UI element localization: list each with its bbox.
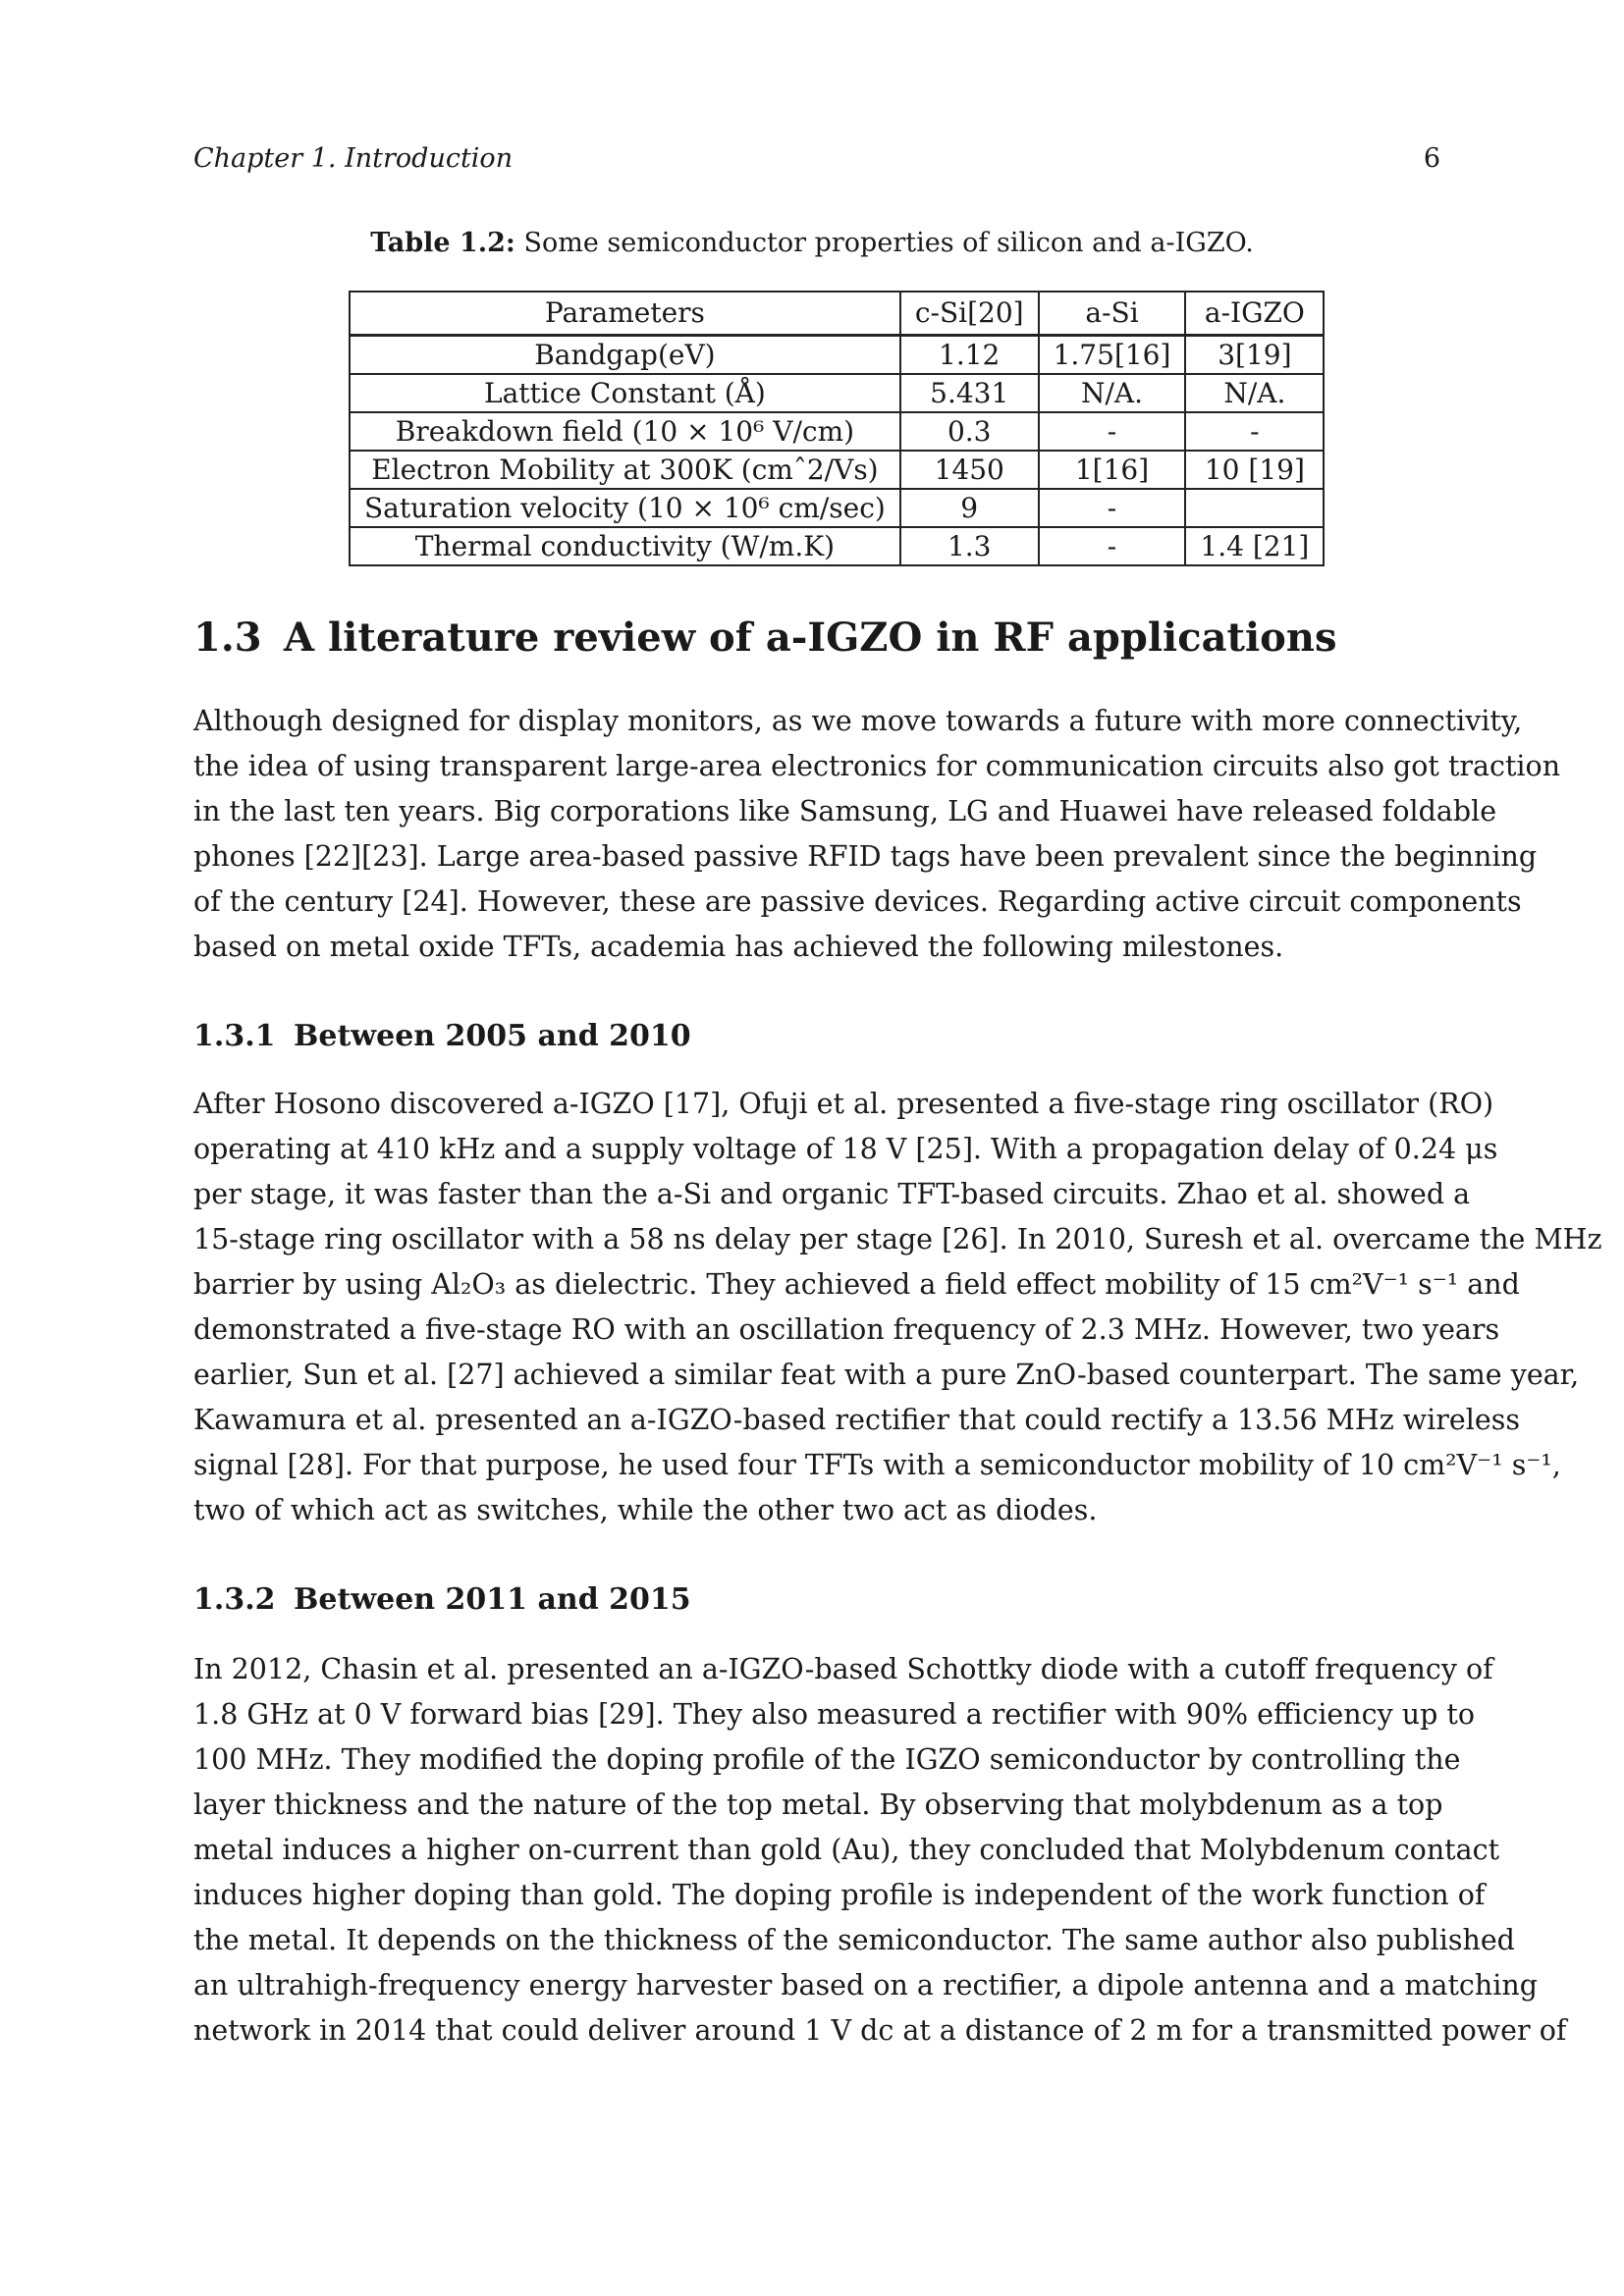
subsection-2-paragraph (193, 1647, 1567, 2054)
table-header-cell: Parameters (350, 292, 900, 336)
table-caption-label: Table 1.2: (370, 228, 515, 258)
table-cell: Breakdown field (10 × 10⁶ V/cm) (350, 412, 900, 451)
table-cell: 9 (900, 489, 1039, 527)
table-cell: - (1039, 489, 1186, 527)
text-line: signal [28]. For that purpose, he used four TFTs with a semiconductor mobility of 10 cm²V⁻¹ s⁻¹, (193, 1449, 1561, 1481)
subsection-title: Between 2005 and 2010 (294, 1019, 691, 1053)
table-cell: 1.4 [21] (1185, 527, 1324, 565)
section-heading (193, 614, 1336, 661)
subsection-title: Between 2011 and 2015 (294, 1582, 691, 1617)
table-caption-text: Some semiconductor properties of silicon and a-IGZO. (523, 228, 1254, 258)
text-line: two of which act as switches, while the other two act as diodes. (193, 1494, 1098, 1526)
table-cell: 1.12 (900, 336, 1039, 375)
subsection-number: 1.3.2 (193, 1582, 276, 1617)
table-cell: Electron Mobility at 300K (cmˆ2/Vs) (350, 451, 900, 489)
table-cell: Bandgap(eV) (350, 336, 900, 375)
table-cell (1185, 489, 1324, 527)
text-line: barrier by using Al₂O₃ as dielectric. They achieved a field effect mobility of 15 cm²V⁻¹ s⁻¹ and (193, 1268, 1520, 1301)
subsection-heading-1 (193, 1019, 691, 1053)
properties-table (349, 291, 1325, 566)
table-caption (0, 228, 1624, 258)
text-line: In 2012, Chasin et al. presented an a-IGZO-based Schottky diode with a cutoff frequency of (193, 1653, 1493, 1685)
text-line: the metal. It depends on the thickness of the semiconductor. The same author also published (193, 1924, 1515, 1956)
text-line: demonstrated a five-stage RO with an oscillation frequency of 2.3 MHz. However, two years (193, 1313, 1500, 1346)
table-cell: Saturation velocity (10 × 10⁶ cm/sec) (350, 489, 900, 527)
text-line: in the last ten years. Big corporations like Samsung, LG and Huawei have released foldable (193, 795, 1497, 828)
table-cell: 5.431 (900, 374, 1039, 412)
table-cell: Lattice Constant (Å) (350, 374, 900, 412)
text-line: operating at 410 kHz and a supply voltage of 18 V [25]. With a propagation delay of 0.24 μs (193, 1133, 1498, 1165)
table-cell: - (1185, 412, 1324, 451)
text-line: layer thickness and the nature of the top metal. By observing that molybdenum as a top (193, 1789, 1443, 1821)
table-cell: 1450 (900, 451, 1039, 489)
text-line: 15-stage ring oscillator with a 58 ns delay per stage [26]. In 2010, Suresh et al. overcame the MHz (193, 1223, 1602, 1255)
chapter-title: Chapter 1. Introduction (193, 143, 514, 174)
text-line: the idea of using transparent large-area electronics for communication circuits also got traction (193, 750, 1561, 782)
table-cell: Thermal conductivity (W/m.K) (350, 527, 900, 565)
text-line: based on metal oxide TFTs, academia has achieved the following milestones. (193, 931, 1284, 963)
table-header-cell: a-Si (1039, 292, 1186, 336)
text-line: network in 2014 that could deliver around 1 V dc at a distance of 2 m for a transmitted power of (193, 2014, 1567, 2047)
table-cell: 1[16] (1039, 451, 1186, 489)
text-line: 100 MHz. They modified the doping profile of the IGZO semiconductor by controlling the (193, 1743, 1461, 1776)
text-line: per stage, it was faster than the a-Si and organic TFT-based circuits. Zhao et al. showed a (193, 1178, 1471, 1210)
table-header-row (350, 292, 1324, 336)
text-line: induces higher doping than gold. The doping profile is independent of the work function of (193, 1879, 1486, 1911)
table-header-cell: a-IGZO (1185, 292, 1324, 336)
table-cell: 0.3 (900, 412, 1039, 451)
table-cell: 10 [19] (1185, 451, 1324, 489)
table-cell: N/A. (1185, 374, 1324, 412)
table-header-cell: c-Si[20] (900, 292, 1039, 336)
subsection-heading-2 (193, 1582, 691, 1617)
table-row (350, 412, 1324, 451)
text-line: Kawamura et al. presented an a-IGZO-based rectifier that could rectify a 13.56 MHz wireless (193, 1404, 1521, 1436)
table-row (350, 527, 1324, 565)
text-line: of the century [24]. However, these are passive devices. Regarding active circuit components (193, 885, 1522, 918)
table-cell: - (1039, 412, 1186, 451)
subsection-1-paragraph (193, 1082, 1602, 1533)
text-line: metal induces a higher on-current than gold (Au), they concluded that Molybdenum contact (193, 1834, 1500, 1866)
text-line: 1.8 GHz at 0 V forward bias [29]. They also measured a rectifier with 90% efficiency up to (193, 1698, 1476, 1731)
table-row (350, 451, 1324, 489)
intro-paragraph (193, 699, 1561, 970)
table-row (350, 374, 1324, 412)
text-line: Although designed for display monitors, as we move towards a future with more connectivity, (193, 705, 1523, 737)
table-cell: 1.75[16] (1039, 336, 1186, 375)
table-cell: 1.3 (900, 527, 1039, 565)
subsection-number: 1.3.1 (193, 1019, 276, 1053)
table-cell: N/A. (1039, 374, 1186, 412)
table-row (350, 336, 1324, 375)
text-line: an ultrahigh-frequency energy harvester based on a rectifier, a dipole antenna and a matching (193, 1969, 1538, 2002)
running-header (193, 143, 1440, 183)
section-number: 1.3 (193, 614, 262, 661)
table-cell: - (1039, 527, 1186, 565)
table-row (350, 489, 1324, 527)
text-line: earlier, Sun et al. [27] achieved a similar feat with a pure ZnO-based counterpart. The same year, (193, 1359, 1580, 1391)
page-number: 6 (1423, 143, 1440, 174)
section-title: A literature review of a-IGZO in RF applications (284, 614, 1337, 661)
table-cell: 3[19] (1185, 336, 1324, 375)
text-line: phones [22][23]. Large area-based passive RFID tags have been prevalent since the beginning (193, 840, 1538, 873)
text-line: After Hosono discovered a-IGZO [17], Ofuji et al. presented a five-stage ring oscillator (RO) (193, 1088, 1494, 1120)
